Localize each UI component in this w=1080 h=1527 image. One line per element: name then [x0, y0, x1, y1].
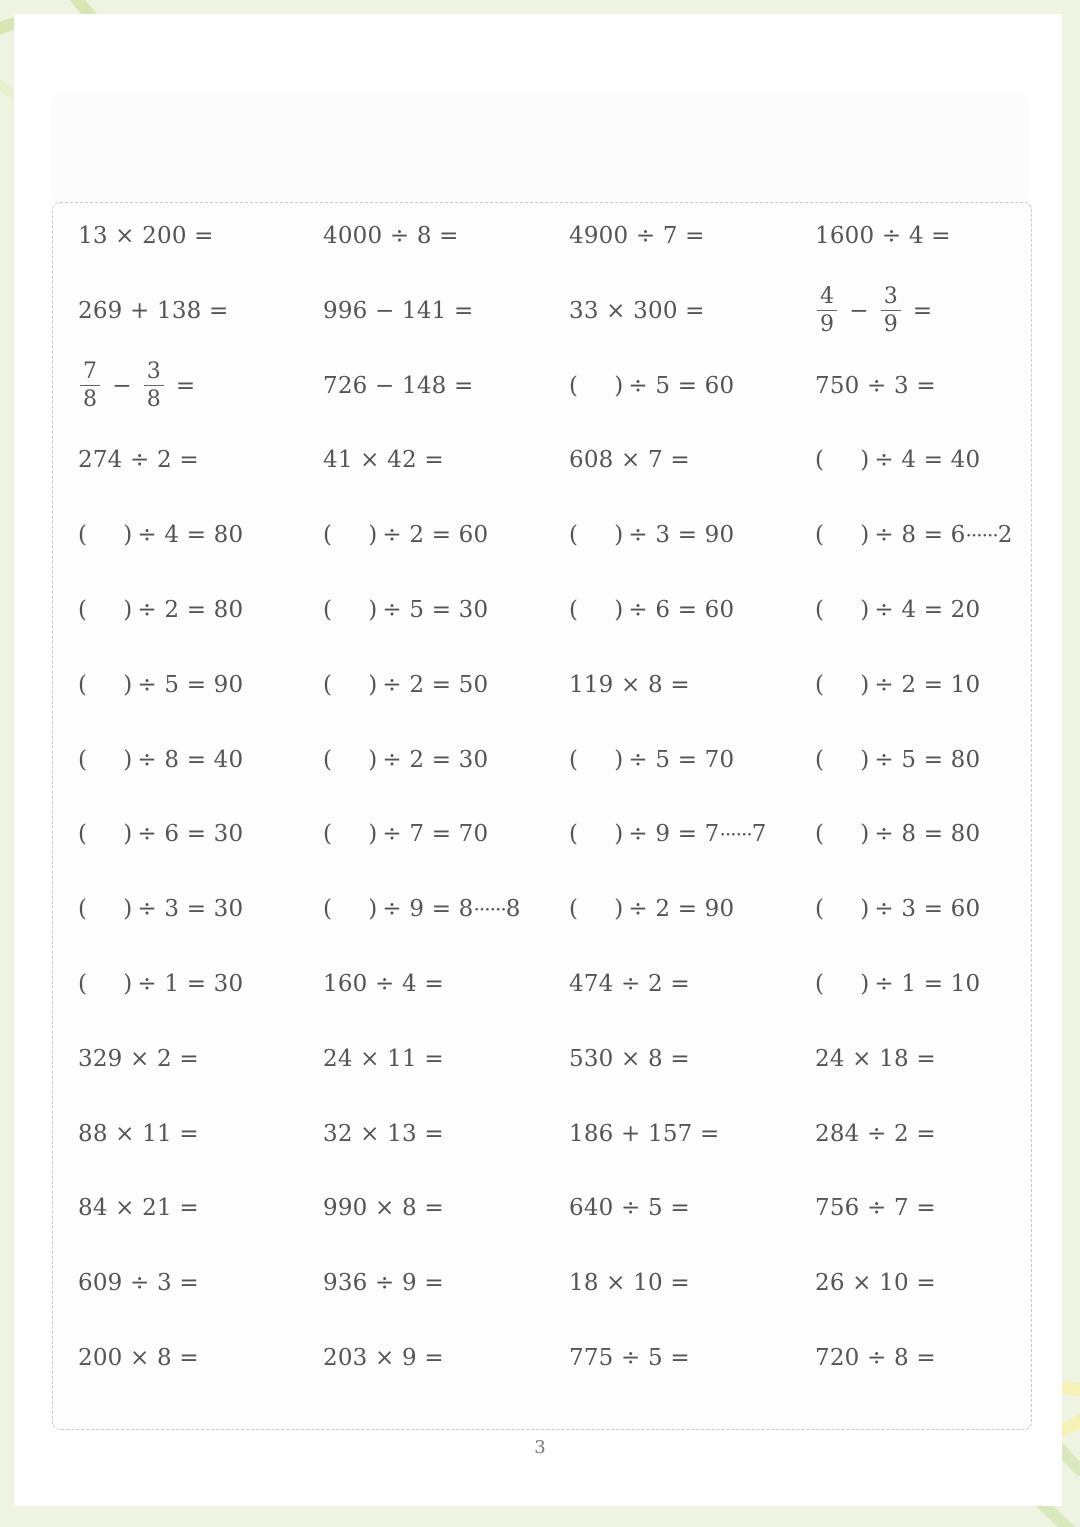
problem-rest: ÷ 3 = 60 — [874, 896, 981, 923]
problem-rest: ÷ 6 = 30 — [137, 821, 244, 848]
problem-rest: ÷ 5 = 30 — [382, 597, 489, 623]
math-problem — [569, 515, 734, 555]
operator: − — [849, 297, 869, 324]
denominator: 8 — [146, 387, 161, 413]
math-problem — [323, 814, 488, 854]
paren-open: ( — [323, 896, 333, 923]
paren-close: ) — [368, 896, 378, 923]
problem-text: 119 × 8 = — [569, 671, 690, 698]
paren-open: ( — [78, 746, 88, 773]
numerator: 7 — [80, 360, 100, 386]
remainder-dots: ······ — [965, 523, 998, 548]
problem-text: 996 − 141 = — [323, 297, 474, 324]
problem-rest: ÷ 2 = 10 — [874, 671, 981, 698]
math-problem — [78, 740, 243, 780]
problem-text: 274 ÷ 2 = — [78, 447, 199, 474]
problem-text: 13 × 200 = — [78, 223, 214, 249]
math-problem — [78, 1039, 199, 1079]
problem-text: 203 × 9 = — [323, 1345, 444, 1371]
numerator: 4 — [817, 285, 837, 311]
math-problem — [78, 1263, 199, 1303]
math-problem — [78, 889, 243, 929]
paren-close: ) — [860, 597, 870, 623]
math-problem — [815, 440, 980, 480]
paren-open: ( — [78, 896, 88, 923]
paren-close: ) — [614, 896, 624, 923]
paren-open: ( — [815, 821, 825, 848]
problem-text: 756 ÷ 7 = — [815, 1195, 936, 1222]
problem-text: 33 × 300 = — [569, 297, 705, 324]
math-problem — [78, 291, 228, 331]
math-problem — [569, 1114, 719, 1154]
fraction — [80, 360, 100, 411]
paren-open: ( — [323, 671, 333, 698]
paren-close: ) — [368, 597, 378, 623]
paren-open: ( — [815, 971, 825, 997]
problem-text: 4900 ÷ 7 = — [569, 223, 705, 249]
math-problem — [815, 284, 942, 338]
math-problem — [815, 1114, 936, 1154]
paren-close: ) — [123, 896, 133, 923]
paren-close: ) — [614, 597, 624, 623]
math-problem — [815, 216, 951, 256]
problem-text: 990 × 8 = — [323, 1195, 444, 1222]
equals-sign: = — [912, 297, 933, 324]
math-problem — [323, 1188, 444, 1228]
problem-rest: ÷ 5 = 60 — [628, 372, 735, 399]
fraction — [881, 285, 901, 336]
paren-close: ) — [860, 447, 870, 474]
paren-close: ) — [123, 597, 133, 623]
paren-open: ( — [78, 597, 88, 623]
paren-close: ) — [860, 746, 870, 773]
math-problem — [78, 964, 243, 1004]
math-problem — [323, 515, 488, 555]
paren-close: ) — [123, 522, 133, 549]
paren-open: ( — [569, 821, 579, 848]
paren-close: ) — [860, 821, 870, 848]
problem-text: 284 ÷ 2 = — [815, 1120, 936, 1147]
paren-open: ( — [569, 522, 579, 549]
problem-rest: ÷ 2 = 30 — [382, 746, 489, 773]
math-problem — [569, 964, 690, 1004]
math-problem — [815, 740, 980, 780]
paren-close: ) — [860, 671, 870, 698]
problem-rest: ÷ 1 = 10 — [874, 971, 981, 997]
problem-text: 474 ÷ 2 = — [569, 971, 690, 997]
paren-open: ( — [815, 522, 825, 549]
paren-open: ( — [815, 746, 825, 773]
math-problem — [569, 1188, 690, 1228]
problem-text: 18 × 10 = — [569, 1270, 690, 1297]
math-problem — [569, 1263, 690, 1303]
denominator: 9 — [883, 312, 898, 338]
equals-sign: = — [175, 372, 196, 399]
math-problem — [569, 889, 734, 929]
paren-open: ( — [815, 597, 825, 623]
paren-close: ) — [368, 671, 378, 698]
math-problem — [569, 1338, 690, 1378]
problem-text: 775 ÷ 5 = — [569, 1345, 690, 1371]
page-number: 3 — [534, 1437, 546, 1458]
problem-text: 530 × 8 = — [569, 1045, 690, 1072]
problem-rest: ÷ 3 = 90 — [628, 522, 735, 549]
paren-close: ) — [860, 971, 870, 997]
math-problem — [78, 216, 214, 256]
remainder-dots: ······ — [473, 897, 506, 922]
problem-rest: ÷ 2 = 50 — [382, 671, 489, 698]
remainder-value: 8 — [505, 896, 521, 923]
problem-rest: ÷ 5 = 90 — [137, 671, 244, 698]
problem-rest: ÷ 4 = 20 — [874, 597, 981, 623]
problem-rest: ÷ 9 = 8 — [382, 896, 474, 923]
math-problem — [569, 1039, 690, 1079]
problem-rest: ÷ 3 = 30 — [137, 896, 244, 923]
problem-text: 269 + 138 = — [78, 297, 229, 324]
math-problem — [323, 1114, 444, 1154]
remainder-value: 7 — [751, 821, 767, 848]
paren-close: ) — [614, 746, 624, 773]
fraction — [144, 360, 164, 411]
paren-close: ) — [614, 372, 624, 399]
paren-open: ( — [323, 746, 333, 773]
math-problem — [815, 665, 980, 705]
paren-close: ) — [123, 671, 133, 698]
problem-text: 200 × 8 = — [78, 1345, 199, 1371]
math-problem — [78, 1338, 199, 1378]
math-problem — [323, 216, 459, 256]
paren-close: ) — [123, 971, 133, 997]
math-problem — [815, 1263, 936, 1303]
paren-open: ( — [78, 671, 88, 698]
problem-text: 936 ÷ 9 = — [323, 1270, 444, 1297]
math-problem — [815, 1188, 936, 1228]
math-problem — [815, 590, 980, 630]
problem-rest: ÷ 2 = 80 — [137, 597, 244, 623]
paren-close: ) — [123, 821, 133, 848]
math-problem — [569, 665, 690, 705]
paren-close: ) — [860, 522, 870, 549]
problem-rest: ÷ 8 = 40 — [137, 746, 244, 773]
paren-close: ) — [614, 522, 624, 549]
problem-text: 32 × 13 = — [323, 1120, 444, 1147]
math-problem — [569, 814, 767, 854]
problem-rest: ÷ 4 = 80 — [137, 522, 244, 549]
problem-rest: ÷ 2 = 90 — [628, 896, 735, 923]
problem-text: 4000 ÷ 8 = — [323, 223, 459, 249]
problem-rest: ÷ 7 = 70 — [382, 821, 489, 848]
math-problem — [78, 515, 243, 555]
paren-close: ) — [123, 746, 133, 773]
math-problem — [78, 665, 243, 705]
paren-close: ) — [368, 821, 378, 848]
math-problem — [323, 590, 488, 630]
math-problem — [815, 814, 980, 854]
math-problem — [569, 366, 734, 406]
math-problem — [323, 366, 473, 406]
paren-open: ( — [569, 746, 579, 773]
paren-open: ( — [78, 522, 88, 549]
problem-text: 608 × 7 = — [569, 447, 690, 474]
paren-open: ( — [323, 821, 333, 848]
paren-open: ( — [78, 821, 88, 848]
math-problem — [569, 216, 705, 256]
problem-rest: ÷ 9 = 7 — [628, 821, 720, 848]
math-problem — [78, 814, 243, 854]
numerator: 3 — [881, 285, 901, 311]
paren-open: ( — [78, 971, 88, 997]
remainder-value: 2 — [997, 522, 1013, 549]
problem-text: 41 × 42 = — [323, 447, 444, 474]
paren-open: ( — [569, 597, 579, 623]
problem-text: 160 ÷ 4 = — [323, 971, 444, 997]
paren-open: ( — [323, 522, 333, 549]
math-problem — [323, 440, 444, 480]
problem-text: 84 × 21 = — [78, 1195, 199, 1222]
problem-text: 186 + 157 = — [569, 1120, 720, 1147]
paren-open: ( — [815, 447, 825, 474]
math-problem — [815, 366, 936, 406]
denominator: 8 — [83, 387, 98, 413]
problem-rest: ÷ 6 = 60 — [628, 597, 735, 623]
denominator: 9 — [820, 312, 835, 338]
math-problem — [815, 964, 980, 1004]
math-problem — [323, 964, 444, 1004]
problem-text: 1600 ÷ 4 = — [815, 223, 951, 249]
paren-open: ( — [815, 671, 825, 698]
paren-close: ) — [614, 821, 624, 848]
operator: − — [112, 372, 132, 399]
math-problem — [569, 440, 690, 480]
math-problem — [323, 1263, 444, 1303]
math-problem — [323, 740, 488, 780]
math-problem — [78, 1114, 199, 1154]
math-problem — [815, 515, 1013, 555]
problem-text: 26 × 10 = — [815, 1270, 936, 1297]
paren-open: ( — [815, 896, 825, 923]
problem-text: 720 ÷ 8 = — [815, 1345, 936, 1371]
math-problem — [323, 1338, 444, 1378]
problem-text: 609 ÷ 3 = — [78, 1270, 199, 1297]
problem-text: 640 ÷ 5 = — [569, 1195, 690, 1222]
remainder-dots: ······ — [719, 822, 752, 847]
paren-close: ) — [860, 896, 870, 923]
problem-rest: ÷ 8 = 80 — [874, 821, 981, 848]
paren-open: ( — [569, 372, 579, 399]
problem-rest: ÷ 5 = 80 — [874, 746, 981, 773]
math-problem — [323, 291, 473, 331]
problem-rest: ÷ 1 = 30 — [137, 971, 244, 997]
math-problem — [815, 1039, 936, 1079]
problem-text: 24 × 18 = — [815, 1045, 936, 1072]
problem-rest: ÷ 4 = 40 — [874, 447, 981, 474]
problem-text: 726 − 148 = — [323, 372, 474, 399]
problem-text: 88 × 11 = — [78, 1120, 199, 1147]
paren-close: ) — [368, 746, 378, 773]
fraction — [817, 285, 837, 336]
math-problem — [78, 590, 243, 630]
numerator: 3 — [144, 360, 164, 386]
problem-text: 750 ÷ 3 = — [815, 372, 936, 399]
math-problem — [323, 889, 521, 929]
paren-close: ) — [368, 522, 378, 549]
math-problem — [815, 1338, 936, 1378]
math-problem — [569, 291, 705, 331]
math-problem — [78, 359, 205, 413]
math-problem — [815, 889, 980, 929]
problem-rest: ÷ 2 = 60 — [382, 522, 489, 549]
problem-rest: ÷ 8 = 6 — [874, 522, 966, 549]
problem-rest: ÷ 5 = 70 — [628, 746, 735, 773]
problem-text: 329 × 2 = — [78, 1045, 199, 1072]
math-problem — [78, 1188, 199, 1228]
math-problem — [323, 1039, 444, 1079]
math-problem — [569, 740, 734, 780]
math-problem — [78, 440, 199, 480]
math-problem — [323, 665, 488, 705]
problem-text: 24 × 11 = — [323, 1045, 444, 1072]
header-card — [54, 94, 1026, 202]
paren-open: ( — [323, 597, 333, 623]
paren-open: ( — [569, 896, 579, 923]
math-problem — [569, 590, 734, 630]
